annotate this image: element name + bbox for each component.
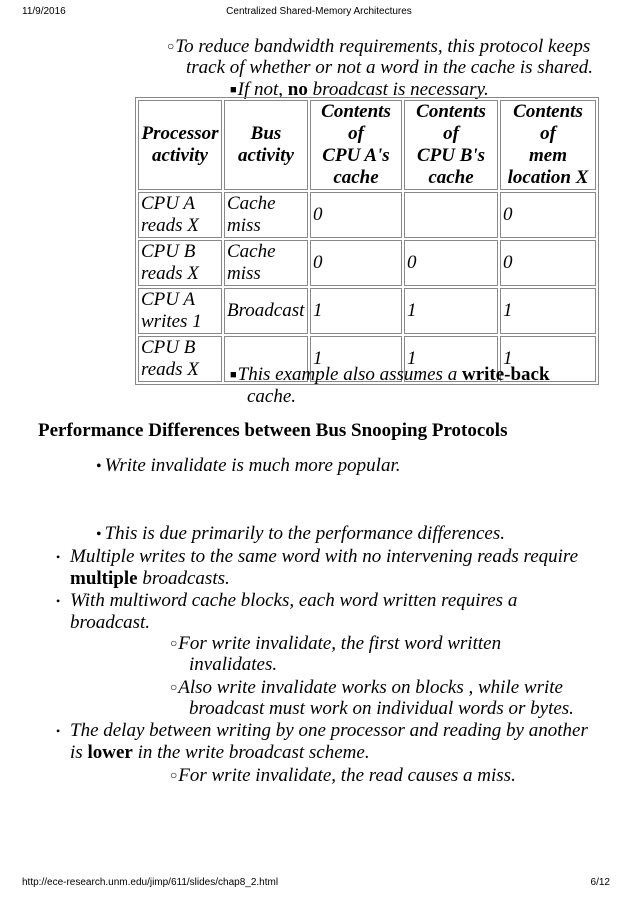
table-cell: 1	[310, 288, 402, 334]
table-cell: 1	[500, 288, 596, 334]
table-cell: 0	[310, 240, 402, 286]
perf-item-2-line-1: • With multiword cache blocks, each word written requires a	[56, 590, 518, 611]
table-row	[138, 240, 596, 286]
perf-sub-2-line-1: ○Also write invalidate works on blocks , while write	[170, 677, 563, 698]
table-header-cell: Contents of mem location X	[500, 100, 596, 190]
intro-line-2: track of whether or not a word in the cache is shared.	[186, 57, 594, 78]
hollow-circle-bullet-icon: ○	[170, 680, 178, 694]
perf-bullet-1: • Write invalidate is much more popular.	[96, 455, 401, 476]
table-cell: Cache miss	[224, 240, 308, 286]
hollow-circle-bullet-icon: ○	[170, 768, 178, 782]
intro-ifnot: ■If not, no broadcast is necessary.	[230, 79, 489, 100]
perf-bullet-2: • This is due primarily to the performance differences.	[96, 523, 505, 544]
bullet-dot-icon: •	[56, 594, 61, 608]
perf-sub-1-line-1: ○For write invalidate, the first word written	[170, 633, 502, 654]
bullet-dot-icon: •	[56, 724, 61, 738]
intro-line-1: ○To reduce bandwidth requirements, this protocol keeps	[167, 36, 591, 57]
table-cell: 1	[310, 336, 402, 382]
table-row	[138, 288, 596, 334]
note-line-1: ■This example also assumes a write-back	[230, 364, 550, 385]
table-cell: 0	[404, 240, 498, 286]
table-cell: CPU A reads X	[138, 192, 222, 238]
perf-sub-1-line-2: invalidates.	[189, 654, 278, 675]
footer-page-number: 6/12	[590, 877, 610, 888]
hollow-circle-bullet-icon: ○	[170, 636, 178, 650]
table-cell: 0	[310, 192, 402, 238]
table-row	[138, 192, 596, 238]
table-cell	[404, 192, 498, 238]
table-header-cell: Bus activity	[224, 100, 308, 190]
note-line-2: cache.	[247, 386, 297, 407]
table-cell: CPU A writes 1	[138, 288, 222, 334]
table-cell: 1	[404, 336, 498, 382]
table-header-cell: Processor activity	[138, 100, 222, 190]
perf-item-3-line-1: • The delay between writing by one processor and reading by another	[56, 720, 588, 741]
header-title: Centralized Shared-Memory Architectures	[226, 6, 412, 17]
footer-url: http://ece-research.unm.edu/jimp/611/slides/chap8_2.html	[22, 877, 279, 888]
table-cell: Broadcast	[224, 288, 308, 334]
perf-item-2-line-2: broadcast.	[70, 612, 151, 633]
table-header-cell: Contents of CPU B's cache	[404, 100, 498, 190]
perf-sub-3: ○For write invalidate, the read causes a miss.	[170, 765, 516, 786]
table-header-cell: Contents of CPU A's cache	[310, 100, 402, 190]
hollow-circle-bullet-icon: ○	[167, 39, 175, 53]
header-date: 11/9/2016	[22, 6, 66, 17]
cache-state-table	[135, 97, 599, 385]
square-bullet-icon: ■	[230, 369, 237, 381]
table-cell: CPU B reads X	[138, 240, 222, 286]
perf-item-1-line-1: • Multiple writes to the same word with no intervening reads require	[56, 546, 579, 567]
bullet-dot-icon: •	[96, 526, 102, 543]
section-title: Performance Differences between Bus Snooping Protocols	[38, 420, 508, 441]
table-cell: CPU B reads X	[138, 336, 222, 382]
perf-sub-2-line-2: broadcast must work on individual words or bytes.	[189, 698, 574, 719]
perf-item-3-line-2: is lower in the write broadcast scheme.	[70, 742, 370, 763]
table-header-row	[138, 100, 596, 190]
bullet-dot-icon: •	[56, 550, 61, 564]
table-cell: 0	[500, 192, 596, 238]
table-cell: 0	[500, 240, 596, 286]
square-bullet-icon: ■	[230, 84, 237, 96]
table-cell: 1	[500, 336, 596, 382]
table-cell: Cache miss	[224, 192, 308, 238]
table-cell: 1	[404, 288, 498, 334]
bullet-dot-icon: •	[96, 458, 102, 475]
perf-item-1-line-2: multiple broadcasts.	[70, 568, 230, 589]
